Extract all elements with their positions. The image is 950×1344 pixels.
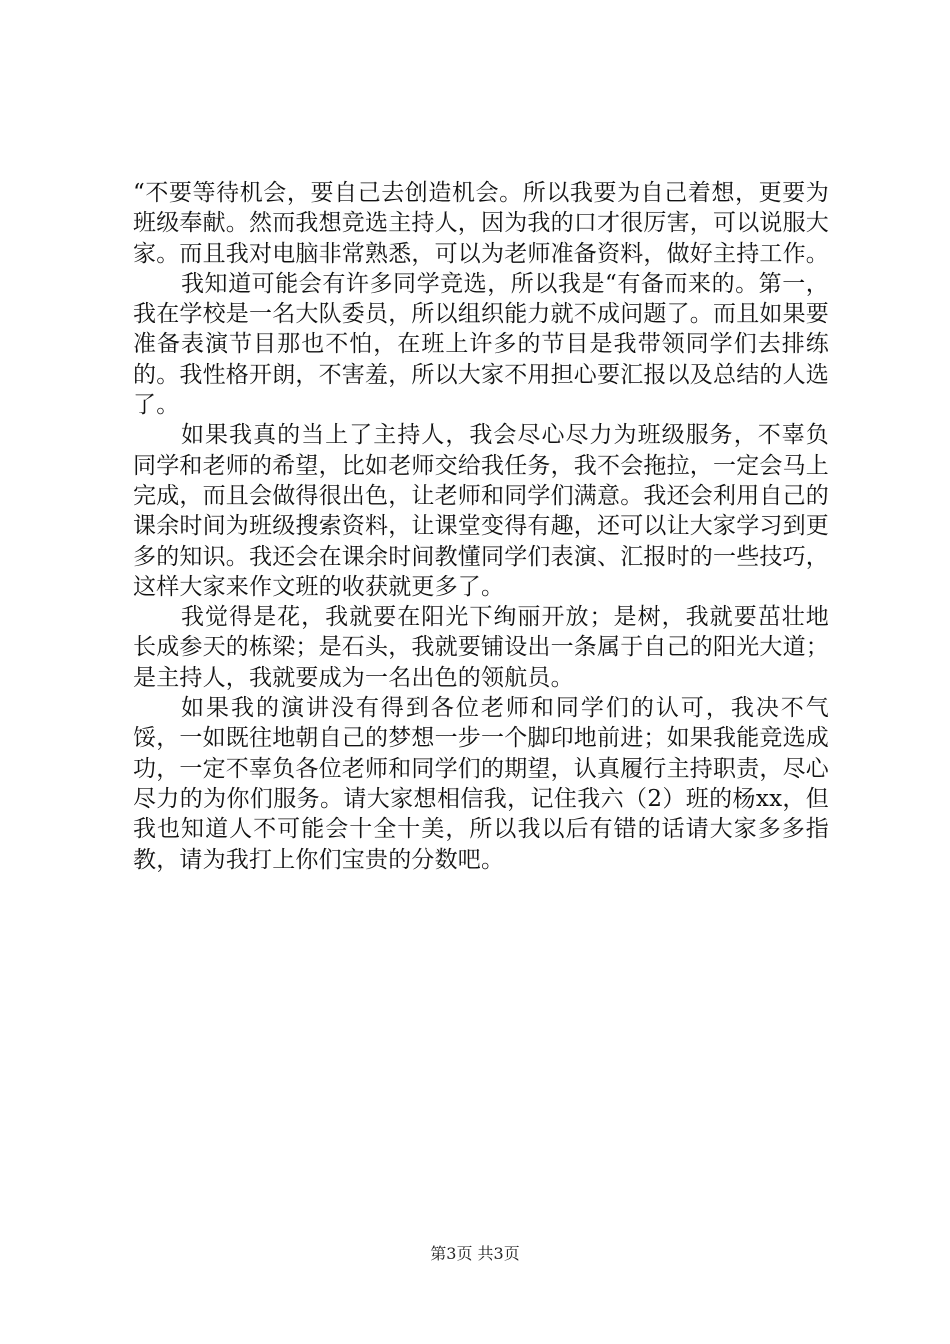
paragraph-2: 我知道可能会有许多同学竞选，所以我是“有备而来的。第一，我在学校是一名大队委员，所以组织能力就不成问题了。而且如果要准备表演节目那也不怕，在班上许多的节目是我带领同学们去排练的。我性格开朗，不害羞，所以大家不用担心要汇报以及总结的人选了。	[133, 270, 829, 419]
paragraph-5: 如果我的演讲没有得到各位老师和同学们的认可，我决不气馁，一如既往地朝自己的梦想一步一个脚印地前进；如果我能竞选成功，一定不辜负各位老师和同学们的期望，认真履行主持职责，尽心尽力的为你们服务。请大家想相信我，记住我六（2）班的杨xx，但我也知道人不可能会十全十美，所以我以后有错的话请大家多多指教，请为我打上你们宝贵的分数吧。	[133, 695, 829, 873]
speech-body	[133, 178, 829, 875]
paragraph-1: “不要等待机会，要自己去创造机会。所以我要为自己着想，更要为班级奉献。然而我想竞选主持人，因为我的口才很厉害，可以说服大家。而且我对电脑非常熟悉，可以为老师准备资料，做好主持工作。	[133, 180, 829, 267]
paragraph-3: 如果我真的当上了主持人，我会尽心尽力为班级服务，不辜负同学和老师的希望，比如老师交给我任务，我不会拖拉，一定会马上完成，而且会做得很出色，让老师和同学们满意。我还会利用自己的课余时间为班级搜索资料，让课堂变得有趣，还可以让大家学习到更多的知识。我还会在课余时间教懂同学们表演、汇报时的一些技巧，这样大家来作文班的收获就更多了。	[133, 422, 829, 600]
page-footer: 第3页 共3页	[430, 1244, 520, 1263]
paragraph-4: 我觉得是花，我就要在阳光下绚丽开放；是树，我就要茁壮地长成参天的栋梁；是石头，我就要铺设出一条属于自己的阳光大道；是主持人，我就要成为一名出色的领航员。	[133, 604, 829, 691]
